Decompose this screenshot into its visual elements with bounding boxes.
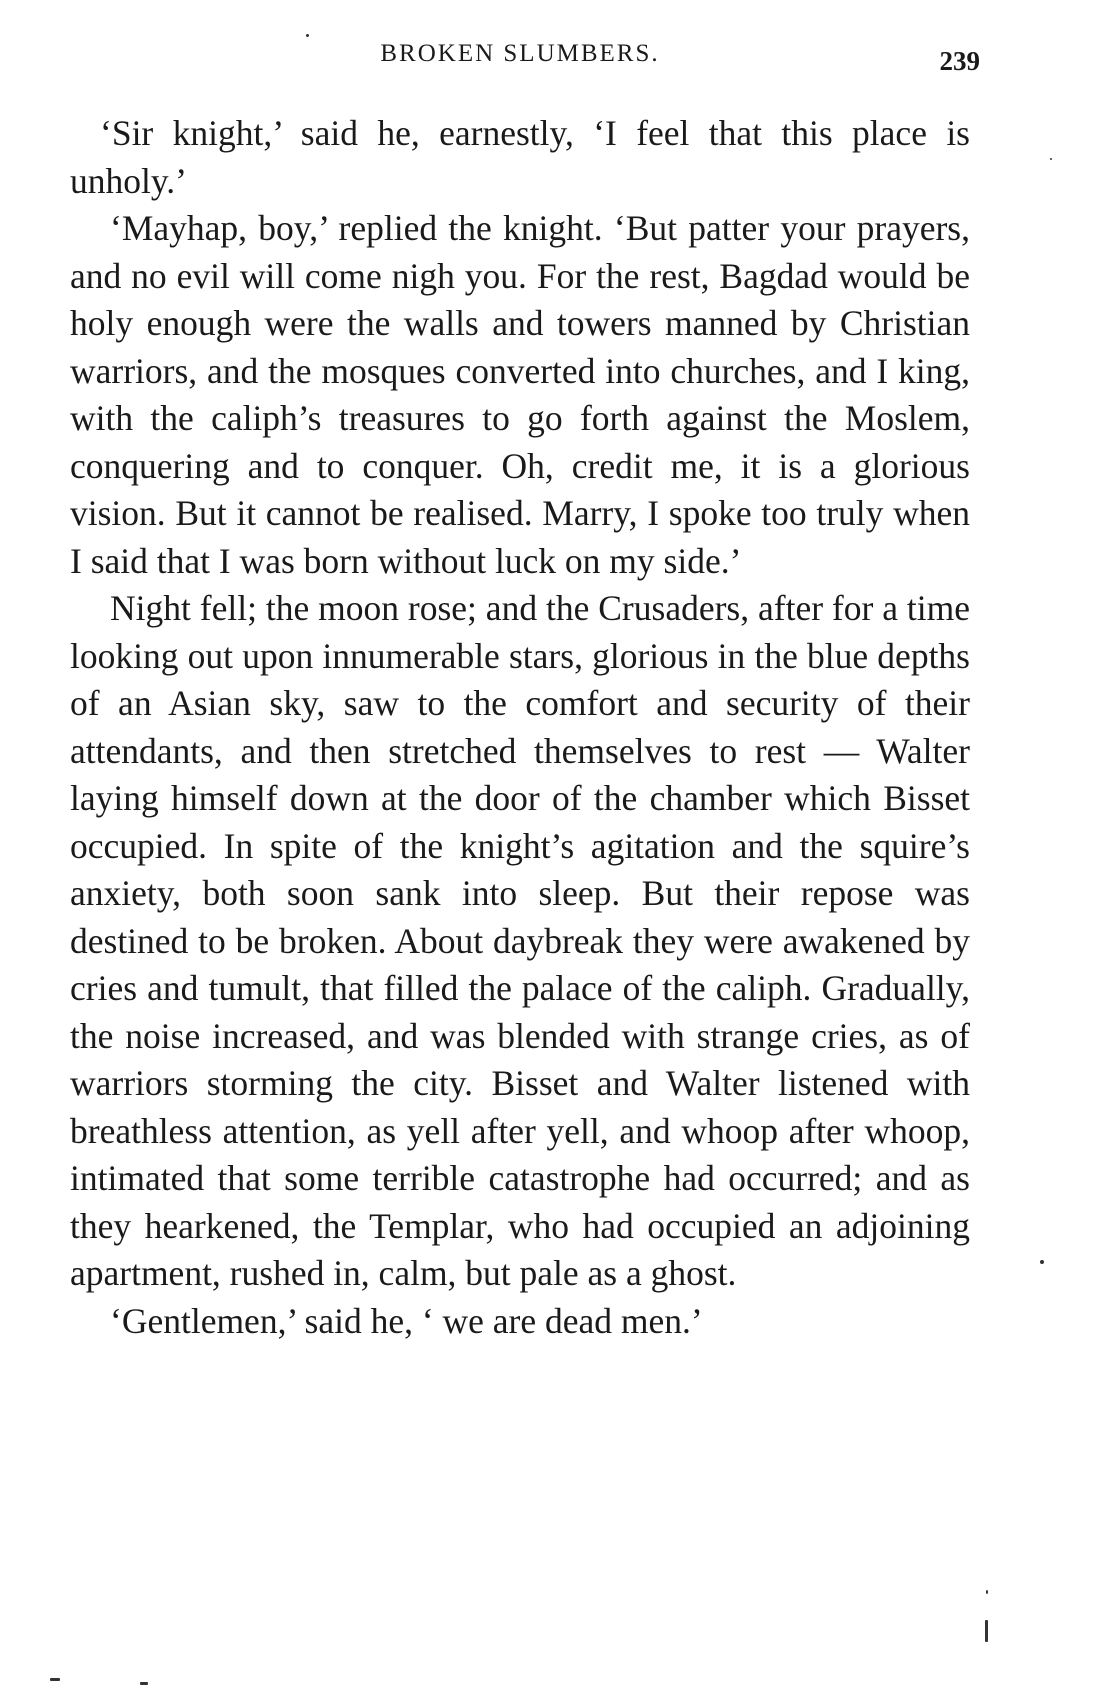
- body-text: [70, 110, 970, 1345]
- running-title: BROKEN SLUMBERS.: [380, 40, 660, 67]
- paragraph-3: Night fell; the moon rose; and the Crusaders, after for a time looking out upon innumerable stars, glorious in the blue depths of an Asian sky, saw to the comfort and security of their attendants, and then stretched themselves to rest — Walter laying himself down at the door of the chamber which Bisset occupied. In spite of the knight’s agitation and the squire’s anxiety, both soon sank into sleep. But their repose was destined to be broken. About daybreak they were awakened by cries and tumult, that filled the palace of the caliph. Gradually, the noise increased, and was blended with strange cries, as of warriors storming the city. Bisset and Walter listened with breathless attention, as yell after yell, and whoop after whoop, intimated that some terrible catastrophe had occurred; and as they hearkened, the Templar, who had occupied an adjoining apartment, rushed in, calm, but pale as a ghost.: [70, 588, 970, 1293]
- running-head: [70, 36, 980, 76]
- speck: [1050, 158, 1052, 160]
- speck: [986, 1590, 988, 1594]
- paragraph-2: ‘Mayhap, boy,’ replied the knight. ‘But patter your prayers, and no evil will come nigh you. For the rest, Bagdad would be holy enough were the walls and towers manned by Christian warriors, and the mosques converted into churches, and I king, with the caliph’s treasures to go forth against the Moslem, conquering and to conquer. Oh, credit me, it is a glorious vision. But it cannot be realised. Marry, I spoke too truly when I said that I was born without luck on my side.’: [70, 208, 970, 581]
- speck: [985, 1620, 988, 1642]
- paragraph-1: ‘Sir knight,’ said he, earnestly, ‘I feel that this place is unholy.’: [70, 113, 970, 201]
- speck: [306, 34, 309, 37]
- speck: [50, 1678, 60, 1681]
- speck: [1040, 1260, 1044, 1264]
- paragraph-4: ‘Gentlemen,’ said he, ‘ we are dead men.’: [110, 1300, 703, 1341]
- speck: [140, 1682, 148, 1685]
- page-number: 239: [939, 46, 980, 76]
